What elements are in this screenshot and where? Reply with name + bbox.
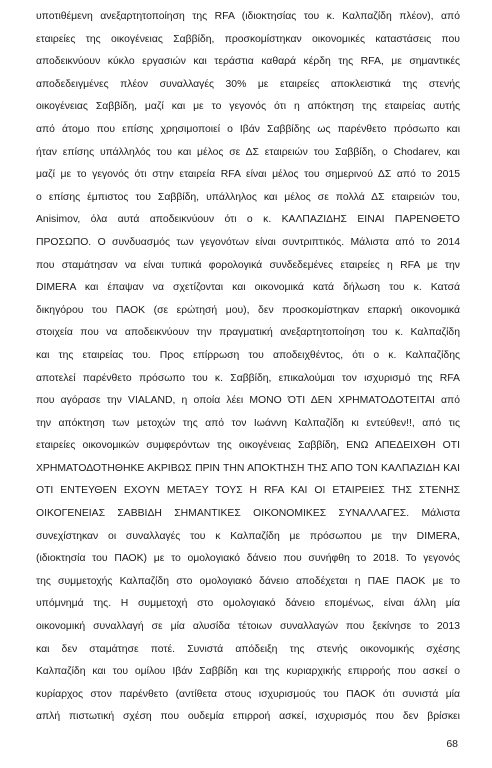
text-line: DIMERA και έπαψαν να σχετίζονται και οικονομικά κατά δήλωση του κ. Κατσά: [36, 282, 460, 294]
text-line: εταιρείες της οικογένειας Σαββίδη, προσκομίστηκαν οικονομικές καταστάσεις που: [36, 33, 460, 45]
text-line: εταιρείες οικονομικών συμφερόντων της οικογένειας Σαββίδη, ΕΝΩ ΑΠΕΔΕΙΧΘΗ ΟΤΙ: [36, 440, 460, 452]
text-line: της συμμετοχής Καλπαζίδη στο ομολογιακό δάνειο αποδέχεται η ΠΑΕ ΠΑΟΚ με το: [36, 575, 460, 587]
text-line: ΟΤΙ ΕΝΤΕΥΘΕΝ ΕΧΟΥΝ ΜΕΤΑΞΥ ΤΟΥΣ Η RFA ΚΑΙ ΟΙ ΕΤΑΙΡΕΙΕΣ ΤΗΣ ΣΤΕΝΗΣ: [36, 485, 460, 497]
text-line: ΟΙΚΟΓΕΝΕΙΑΣ ΣΑΒΒΙΔΗ ΣΗΜΑΝΤΙΚΕΣ ΟΙΚΟΝΟΜΙΚΕΣ ΣΥΝΑΛΛΑΓΕΣ. Μάλιστα: [36, 508, 460, 520]
text-line: οικονομική συναλλαγή σε μία αλυσίδα τέτοιων συναλλαγών που ξεκίνησε το 2013: [36, 621, 460, 633]
text-line: (ιδιοκτησία του ΠΑΟΚ) με το ομολογιακό δάνειο που συνήφθη το 2018. Το γεγονός: [36, 553, 460, 565]
text-line: αποδεδειγμένες πλέον συναλλαγές 30% με εταιρείες αποκλειστικά της στενής: [36, 78, 460, 90]
text-line: δικηγόρου του ΠΑΟΚ (σε ερώτησή μου), δεν προσκομίστηκαν επαρκή οικονομικά: [36, 304, 460, 316]
text-line: στοιχεία που να αποδεικνύουν την πραγματική ανεξαρτητοποίηση του κ. Καλπαζίδη: [36, 327, 460, 339]
text-line: ΠΡΟΣΩΠΟ. Ο συνδυασμός των γεγονότων είναι συντριπτικός. Μάλιστα από το 2014: [36, 236, 460, 248]
text-line: και δεν σταμάτησε ποτέ. Συνιστά απόδειξη της στενής οικονομικής σχέσης: [36, 643, 460, 655]
body-text: [36, 6, 460, 729]
text-line: υποτιθέμενη ανεξαρτητοποίηση της RFA (ιδιοκτησίας του κ. Καλπαζίδη πλέον), από: [36, 11, 460, 22]
text-line: οικογένειας Σαββίδη, μαζί και με το γεγονός ότι η απόκτηση της εταιρείας αυτής: [36, 101, 460, 113]
text-line: μαζί με το γεγονός ότι στην εταιρεία RFA είναι μέλος του σημερινού ΔΣ από το 2015: [36, 169, 460, 181]
text-line: από άτομο που επίσης χρησιμοποιεί ο Ιβάν Σαββίδης ως παρένθετο πρόσωπο και: [36, 123, 460, 135]
text-line: και της εταιρείας του. Προς επίρρωση του αποδειχθέντος, ότι ο κ. Καλπαζίδης: [36, 349, 460, 361]
text-line: συνεχίστηκαν οι συναλλαγές του κ Καλπαζίδη με πρόσωπου με την DIMERA,: [36, 530, 460, 542]
text-line: ήταν επίσης υπάλληλός του και μέλος σε ΔΣ εταιρειών του Σαββίδη, ο Chodarev, και: [36, 146, 460, 158]
text-line: που αγόρασε την VIALAND, η οποία λέει ΜΟΝΟ ΌΤΙ ΔΕΝ ΧΡΗΜΑΤΟΔΟΤΕΙΤΑΙ από: [36, 395, 460, 407]
text-line: Anisimov, όλα αυτά αποδεικνύουν ότι ο κ. ΚΑΛΠΑΖΙΔΗΣ ΕΙΝΑΙ ΠΑΡΕΝΘΕΤΟ: [36, 214, 460, 226]
text-line: κυρίαρχος στον παρένθετο (αντίθετα στους ισχυρισμούς του ΠΑΟΚ ότι συνιστά μία: [36, 688, 460, 700]
text-line: αποδεικνύουν κύκλο εργασιών και τεράστια καθαρά κέρδη της RFA, με σημαντικές: [36, 56, 460, 68]
text-line: απλή πιστωτική σχέση που ουδεμία επιρροή ασκεί, ισχυρισμός που δεν βρίσκει: [36, 711, 460, 723]
page-number: 68: [446, 738, 458, 750]
text-line: την απόκτηση των μετοχών της από τον Ιωάννη Καλπαζίδη κι εντεύθεν!!, από τις: [36, 417, 460, 429]
text-line: ΧΡΗΜΑΤΟΔΟΤΗΘΗΚΕ ΑΚΡΙΒΩΣ ΠΡΙΝ ΤΗΝ ΑΠΟΚΤΗΣΗ ΤΗΣ ΑΠΟ ΤΟΝ ΚΑΛΠΑΖΙΔΗ ΚΑΙ: [36, 462, 460, 474]
text-line: αποτελεί παρένθετο πρόσωπο του κ. Σαββίδη, επικαλούμαι τον ισχυρισμό της RFA: [36, 372, 460, 384]
text-line: ο επίσης έμπιστος του Σαββίδη, υπάλληλος και μέλος σε πολλά ΔΣ εταιρειών του,: [36, 191, 460, 203]
text-line: Καλπαζίδη και του ομίλου Ιβάν Σαββίδη και της κυριαρχικής επιρροής που ασκεί ο: [36, 666, 460, 678]
text-line: υπόμνημά της. Η συμμετοχή στο ομολογιακό δάνειο επομένως, είναι άλλη μία: [36, 598, 460, 610]
text-line: που σταμάτησαν να είναι τυπικά φορολογικά συνδεδεμένες εταιρείες η RFA με την: [36, 259, 460, 271]
